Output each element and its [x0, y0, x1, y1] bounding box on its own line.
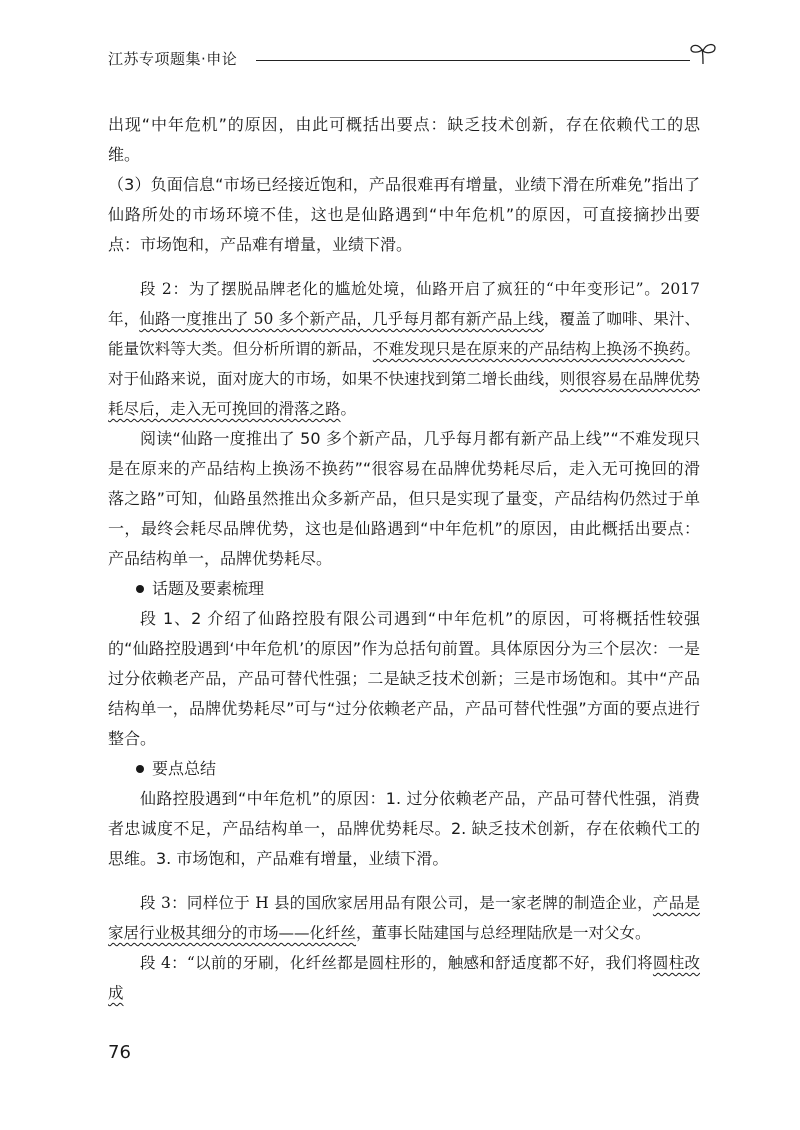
section-heading-label: 要点总结	[152, 759, 217, 778]
bullet-icon	[136, 585, 144, 593]
underlined-quote: 产品是家居行业极其细分的市场——化纤丝	[108, 894, 700, 942]
source-paragraph-2	[108, 274, 700, 424]
text-run: ，覆盖了咖啡、果汁、能量饮料等大类。但分析所谓的新品，	[108, 310, 700, 358]
paragraph: 段 1、2 介绍了仙路控股有限公司遇到“中年危机”的原因，可将概括性较强的“仙路控股遇到‘中年危机’的原因”作为总括句前置。具体原因分为三个层次：一是过分依赖老产品，产品可替代性强；二是缺乏技术创新；三是市场饱和。其中“产品结构单一，品牌优势耗尽”可与“过分依赖老产品，产品可替代性强”方面的要点进行整合。	[108, 609, 700, 748]
text-run: 。	[340, 400, 357, 418]
header-rule	[256, 60, 690, 61]
text-run: 。对于仙路来说，面对庞大的市场，如果不快速找到第二增长曲线，	[108, 340, 700, 388]
text-run: ，董事长陆建国与总经理陆欣是一对父女。	[356, 924, 651, 942]
underlined-quote: 不难发现只是在原来的产品结构上换汤不换药	[372, 340, 685, 358]
sprout-icon	[688, 40, 718, 66]
source-paragraph-3	[108, 888, 700, 948]
source-paragraph-4	[108, 948, 700, 1008]
section-heading	[108, 754, 700, 784]
underlined-quote: 圆柱改成	[108, 954, 700, 1002]
section-heading	[108, 574, 700, 604]
page-body	[108, 110, 700, 1008]
underlined-quote: 则很容易在品牌优势耗尽后，走入无可挽回的滑落之路	[108, 370, 700, 418]
page-number: 76	[108, 1042, 131, 1063]
paragraph: 阅读“仙路一度推出了 50 多个新产品，几乎每月都有新产品上线”“不难发现只是在原来的产品结构上换汤不换药”“很容易在品牌优势耗尽后，走入无可挽回的滑落之路”可知，仙路虽然推出众多新产品，但只是实现了量变，产品结构仍然过于单一，最终会耗尽品牌优势，这也是仙路遇到“中年危机”的原因，由此概括出要点：产品结构单一，品牌优势耗尽。	[108, 429, 700, 568]
paragraph: 仙路控股遇到“中年危机”的原因：1. 过分依赖老产品，产品可替代性强，消费者忠诚度不足，产品结构单一，品牌优势耗尽。2. 缺乏技术创新，存在依赖代工的思维。3. 市场饱和，产品难有增量，业绩下滑。	[108, 789, 700, 868]
text-run: 段 2：为了摆脱品牌老化的尴尬处境，仙路开启了疯狂的“中年变形记”。2017 年，	[108, 280, 700, 328]
bullet-icon	[136, 765, 144, 773]
running-header	[108, 38, 718, 68]
paragraph: （3）负面信息“市场已经接近饱和，产品很难再有增量，业绩下滑在所难免”指出了仙路所处的市场环境不佳，这也是仙路遇到“中年危机”的原因，可直接摘抄出要点：市场饱和，产品难有增量，业绩下滑。	[108, 175, 700, 254]
paragraph: 出现“中年危机”的原因，由此可概括出要点：缺乏技术创新，存在依赖代工的思维。	[108, 115, 700, 164]
text-run: 段 3：同样位于 H 县的国欣家居用品有限公司，是一家老牌的制造企业，	[140, 894, 653, 912]
underlined-quote: 仙路一度推出了 50 多个新产品，几乎每月都有新产品上线	[139, 310, 544, 328]
header-title: 江苏专项题集·申论	[108, 50, 238, 68]
section-heading-label: 话题及要素梳理	[152, 579, 265, 598]
text-run: 段 4：“以前的牙刷，化纤丝都是圆柱形的，触感和舒适度都不好，我们将	[140, 954, 653, 972]
